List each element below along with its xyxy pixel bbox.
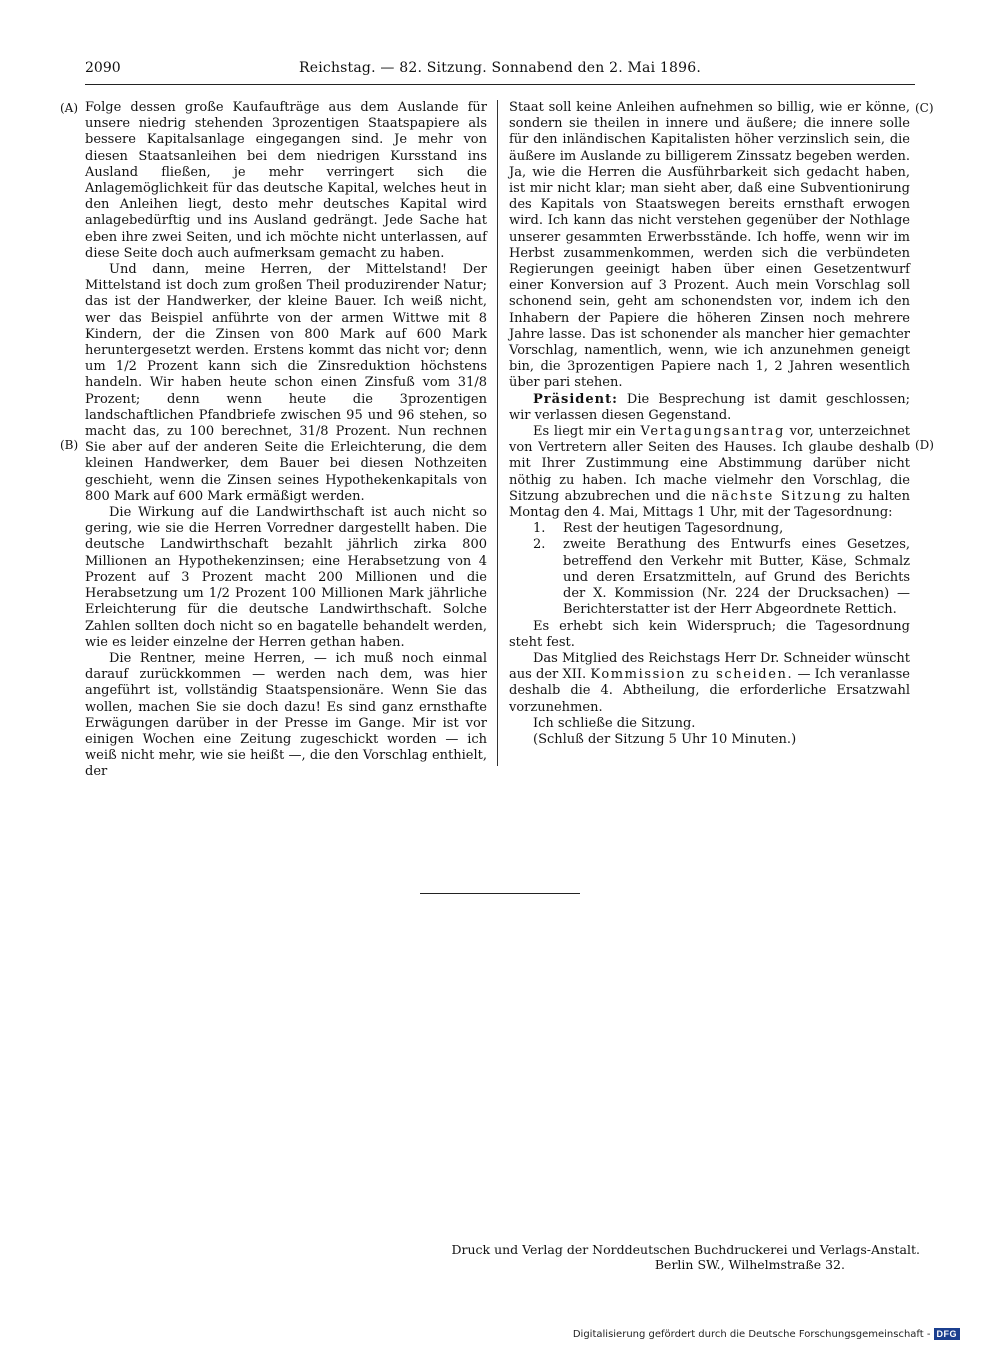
margin-mark-a: (A) [60,101,79,115]
paragraph: Die Wirkung auf die Landwirthschaft ist auch nicht so gering, wie sie die Herren Vorredner dargestellt haben. Die deutsche Landwirthschaft bezahlt jährlich zirka 800 Millionen an Hypothekenzinsen; eine Herabsetzung von 4 Prozent auf 3 Prozent macht 200 Millionen und die Herabsetzung um 1/2 Prozent 100 Millionen Mark jährliche Erleichterung für die deutsche Landwirthschaft. Solche Zahlen sollten doch nicht so en bagatelle behandelt werden, wie es leider einzelne der Herren gethan haben. [85,505,487,650]
page-header [85,60,915,82]
paragraph: Staat soll keine Anleihen aufnehmen so billig, wie er könne, sondern sie theilen in innere und äußere; die innere solle für den inländischen Kapitalisten höher verzinslich sein, die äußere im Auslande zu billigerem Zinssatz begeben werden. Ja, wie die Herren die Ausführbarkeit sich gedacht haben, ist mir nicht klar; man sieht aber, daß eine Subventionirung des Kapitals von Staatswegen bereits ernsthaft erwogen wird. Ich kann das nicht verstehen gegenüber der Nothlage unserer gesammten Erwerbsstände. Ich hoffe, wenn wir im Herbst zusammenkommen, werden sich die verbündeten Regierungen geeinigt haben über einen Gesetzentwurf einer Konversion auf 3 Prozent. Auch mein Vorschlag soll schonend sein, geht am schonendsten vor, indem ich den Inhabern der Papiere die höheren Zinsen noch mehrere Jahre lasse. Das ist schonender als mancher hier gemachter Vorschlag, namentlich, wenn, wie ich anzunehmen geneigt bin, die 3prozentigen Papiere nach 1, 2 Jahren wesentlich über pari stehen. [509,100,910,391]
paragraph: Ich schließe die Sitzung. [533,715,696,731]
dfg-logo-icon: DFG [934,1328,961,1340]
left-column [85,100,487,781]
agenda-list [509,521,910,618]
paragraph: Es erhebt sich kein Widerspruch; die Tagesordnung steht fest. [509,618,910,650]
speaker-label: Präsident: [533,391,618,407]
text-run: Es liegt mir ein [533,424,636,440]
agenda-number: 1. [533,521,546,537]
paragraph [509,651,910,716]
end-rule [420,893,580,894]
emphasis-text: Vertagungsantrag [640,424,785,440]
paragraph: Und dann, meine Herren, der Mittelstand! Der Mittelstand ist doch zum großen Theil produzirender Natur; das ist der Handwerker, der kleine Bauer. Ich weiß nicht, wer das Beispiel anführte von der armen Wittwe mit 8 Kindern, der die Zinsen von 800 Mark auf 600 Mark heruntergesetzt werden. Erstens kommt das nicht vor; denn um 1/2 Prozent kann sich die Zinsreduktion höchstens handeln. Wir haben heute schon einen Zinsfuß vom 31/8 Prozent; denn wenn heute die 3prozentigen landschaftlichen Pfandbriefe zwischen 95 und 96 stehen, so macht das, zu 100 berechnet, 31/8 Prozent. Nun rechnen Sie aber auf der anderen Seite die Erleichterung, die dem kleinen Handwerker, dem Bauer bei diesen Nothzeiten geschieht, wenn die Zinsen seines Hypothekenkapitals von 800 Mark auf 600 Mark ermäßigt werden. [85,262,487,504]
imprint-line: Berlin SW., Wilhelmstraße 32. [654,1257,845,1272]
imprint-line: Druck und Verlag der Norddeutschen Buchdruckerei und Verlags-Anstalt. [451,1242,920,1257]
emphasis-text: nächste Sitzung [711,488,843,504]
text-run: Das Mitglied des Reichstags Herr Dr. Schneider wünscht aus der XII. [509,650,910,683]
margin-mark-d: (D) [915,438,934,452]
text-run: zu halten Montag den 4. Mai, Mittags 1 Uhr, mit der Tagesordnung: [509,488,910,521]
agenda-item [509,521,910,537]
paragraph: Folge dessen große Kaufaufträge aus dem Auslande für unsere niedrig stehenden 3prozentigen Staatspapiere als bessere Kapitalsanlage eingegangen sind. Je mehr von diesen Staatsanleihen bei dem niedrigen Kursstand ins Ausland fließen, je mehr verringert sich die Anlagemöglichkeit für das deutsche Kapital, welches heut in den Anleihen liegt, desto mehr deutsches Kapital wird anlagebedürftig und ins Ausland gedrängt. Jede Sache hat eben ihre zwei Seiten, und ich möchte nicht unterlassen, auf diese Seite doch auch aufmerksam gemacht zu haben. [85,100,487,261]
page-number: 2090 [85,60,121,76]
paragraph [509,392,910,424]
imprint [451,1242,920,1272]
agenda-text: zweite Berathung des Entwurfs eines Gesetzes, betreffend den Verkehr mit Butter, Käse, Schmalz und deren Ersatzmitteln, auf Grund des Berichts der X. Kommission (Nr. 224 der Drucksachen) — Berichterstatter ist der Herr Abgeordnete Rettich. [563,537,910,618]
digitization-credit [573,1328,960,1340]
header-rule [85,84,915,85]
speech-text: Die Besprechung ist damit geschlossen; wir verlassen diesen Gegenstand. [509,391,910,423]
right-column [509,100,910,748]
column-divider [497,100,498,766]
agenda-number: 2. [533,537,546,553]
agenda-item [509,537,910,618]
paragraph: Die Rentner, meine Herren, — ich muß noch einmal darauf zurückkommen — werden nach dem, was hier angeführt ist, vollständig Staatspensionäre. Wenn Sie das wollen, machen Sie sie doch dazu! Es sind ganz ernsthafte Erwägungen darüber in der Presse im Gange. Mir ist vor einigen Wochen eine Zeitung zugeschickt worden — ich weiß nicht mehr, wie sie heißt —, die den Vorschlag enthielt, der [85,650,487,780]
credit-text: Digitalisierung gefördert durch die Deutsche Forschungsgemeinschaft - [572,1328,931,1340]
margin-mark-b: (B) [60,438,79,452]
margin-mark-c: (C) [915,101,934,115]
agenda-text: Rest der heutigen Tagesordnung, [563,521,784,537]
text-run: vor, unterzeichnet von Vertretern aller Seiten des Hauses. Ich glaube deshalb mit Ihrer Zustimmung eine Abstimmung darüber nicht nöthig zu haben. Ich mache vielmehr den Vorschlag, die Sitzung abzubrechen und die [509,424,910,504]
running-head: Reichstag. — 82. Sitzung. Sonnabend den 2. Mai 1896. [299,60,701,76]
emphasis-text: Kommission zu scheiden. [590,667,794,683]
text-run: — Ich veranlasse deshalb die 4. Abtheilung, die erforderliche Ersatzwahl vorzunehmen. [509,667,911,715]
closing-line: (Schluß der Sitzung 5 Uhr 10 Minuten.) [533,731,797,747]
paragraph [509,424,910,521]
